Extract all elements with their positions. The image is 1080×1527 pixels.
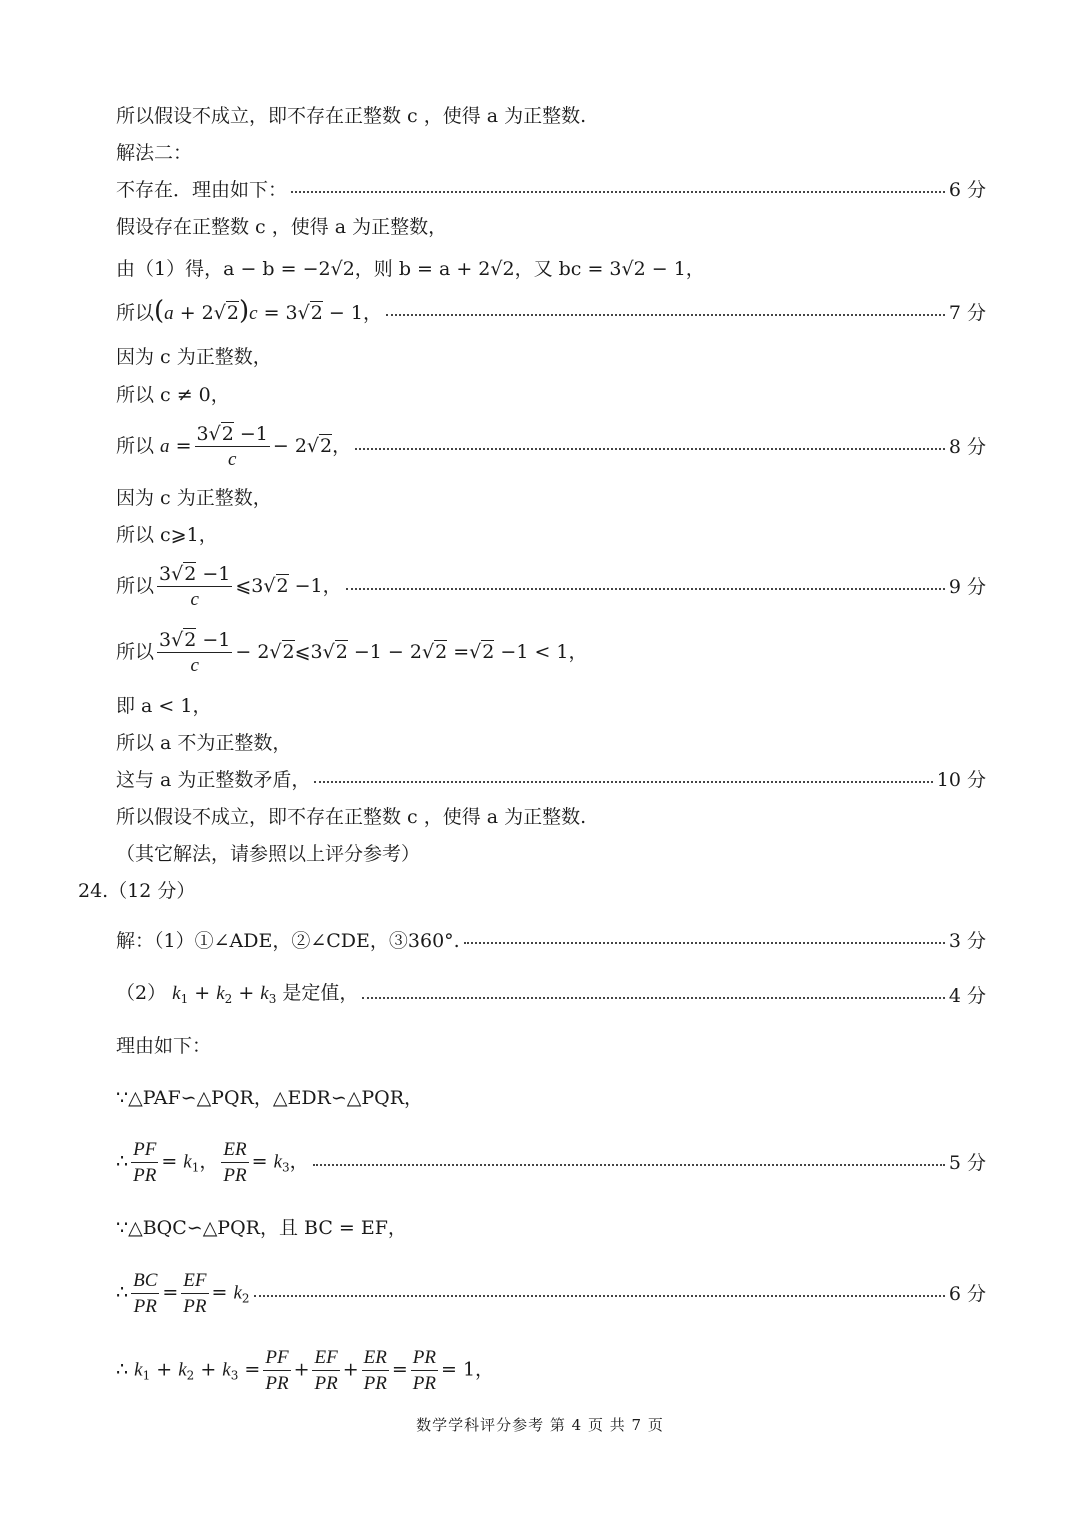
page-footer: 数学学科评分参考 第 4 页 共 7 页 — [416, 1416, 664, 1434]
line-similar-triangles-1: ∵△PAF∽△PQR，△EDR∽△PQR， — [116, 1087, 424, 1109]
text-line — [116, 382, 986, 408]
math-expression: 所以 $\frac{3√2 -1}{c}$ − 2√2⩽3√2 −1 − 2√2 =√2 −1 < 1， — [116, 629, 588, 676]
scored-line — [116, 562, 986, 612]
scored-line — [116, 1268, 986, 1319]
note-other-methods: （其它解法，请参照以上评分参考） — [116, 843, 421, 865]
scored-line — [116, 422, 986, 472]
dot-leader — [254, 1295, 945, 1297]
text-line — [116, 214, 986, 240]
dot-leader — [313, 1164, 945, 1166]
line-text: 不存在．理由如下： — [116, 179, 288, 201]
dot-leader — [314, 781, 932, 783]
scored-line — [116, 928, 986, 954]
text-line — [116, 344, 986, 370]
math-expression: 所以 $\frac{3√2 -1}{c}$ ⩽3√2 −1， — [116, 563, 342, 610]
line-a-not-positive: 所以 a 不为正整数， — [116, 732, 292, 754]
line-c-nonzero: 所以 c ≠ 0， — [116, 384, 230, 406]
text-line — [116, 522, 986, 548]
score-points: 10 分 — [936, 769, 986, 791]
math-expression: 所以(a + 2√2)c = 3√2 − 1， — [116, 296, 382, 326]
text-line — [116, 1345, 986, 1396]
text-line — [116, 1085, 986, 1111]
line-reason: 理由如下： — [116, 1035, 212, 1057]
scored-line — [116, 177, 986, 203]
math-expression: ∴ $\frac{BC}{PR}$ = $\frac{EF}{PR}$ = $k_2$ — [116, 1270, 250, 1317]
scored-line — [116, 1137, 986, 1188]
math-expression: （2） $k_1 + k_2 + k_3$ 是定值， — [116, 982, 359, 1006]
dot-leader — [362, 997, 944, 999]
score-points: 3 分 — [948, 930, 986, 952]
line-assume: 假设存在正整数 c ，使得 a 为正整数， — [116, 216, 448, 238]
text-line — [116, 804, 986, 830]
text-line — [116, 1033, 986, 1059]
dot-leader — [346, 588, 945, 590]
dot-leader — [464, 942, 945, 944]
scored-line — [116, 767, 986, 793]
text-line — [116, 485, 986, 511]
line-text: 这与 a 为正整数矛盾， — [116, 769, 311, 791]
line-conclusion-2: 所以假设不成立，即不存在正整数 c ，使得 a 为正整数. — [116, 806, 587, 828]
line-text: 解：（1）①∠ADE，②∠CDE，③360°. — [116, 930, 460, 952]
score-points: 7 分 — [948, 301, 986, 324]
text-line — [116, 841, 986, 867]
line-a-less-one: 即 a < 1， — [116, 695, 212, 717]
scored-line — [116, 298, 986, 327]
question-heading — [78, 878, 986, 904]
text-line — [116, 256, 986, 282]
line-c-positive-2: 因为 c 为正整数， — [116, 487, 272, 509]
score-points: 6 分 — [948, 179, 986, 201]
math-expression: 所以 a = $\frac{3√2 -1}{c}$ − 2√2， — [116, 423, 352, 470]
text-line — [116, 1215, 986, 1241]
text-line — [116, 103, 986, 129]
line-conclusion-1: 所以假设不成立，即不存在正整数 c ，使得 a 为正整数. — [116, 105, 587, 127]
dot-leader — [386, 314, 945, 316]
line-c-geq-one: 所以 c⩾1， — [116, 524, 218, 546]
scored-line — [116, 980, 986, 1012]
score-points: 8 分 — [948, 436, 986, 458]
text-line — [116, 730, 986, 756]
line-similar-triangles-2: ∵△BQC∽△PQR，且 BC = EF， — [116, 1217, 407, 1239]
math-expression: ∴ $\frac{PF}{PR}$ = $k_1$， $\frac{ER}{PR}$ = $k_3$， — [116, 1139, 309, 1186]
text-line — [116, 628, 986, 678]
question-24-title: 24.（12 分） — [78, 880, 196, 902]
dot-leader — [291, 191, 945, 193]
line-c-positive: 因为 c 为正整数， — [116, 346, 272, 368]
score-points: 9 分 — [948, 576, 986, 598]
math-expression: ∴ $k_1 + k_2 + k_3$ = $\frac{PF}{PR}$ + $\frac{EF}{PR}$ + $\frac{ER}{PR}$ = $\frac{PR}{PR}$ = 1， — [116, 1347, 495, 1394]
method-two-heading: 解法二： — [116, 142, 193, 164]
line-from-one: 由（1）得，a − b = −2√2，则 b = a + 2√2，又 bc = 3√2 − 1， — [116, 258, 705, 280]
dot-leader — [355, 448, 945, 450]
text-line — [116, 140, 986, 166]
score-points: 5 分 — [948, 1151, 986, 1174]
score-points: 4 分 — [948, 985, 986, 1007]
text-line — [116, 693, 986, 719]
score-points: 6 分 — [948, 1282, 986, 1305]
